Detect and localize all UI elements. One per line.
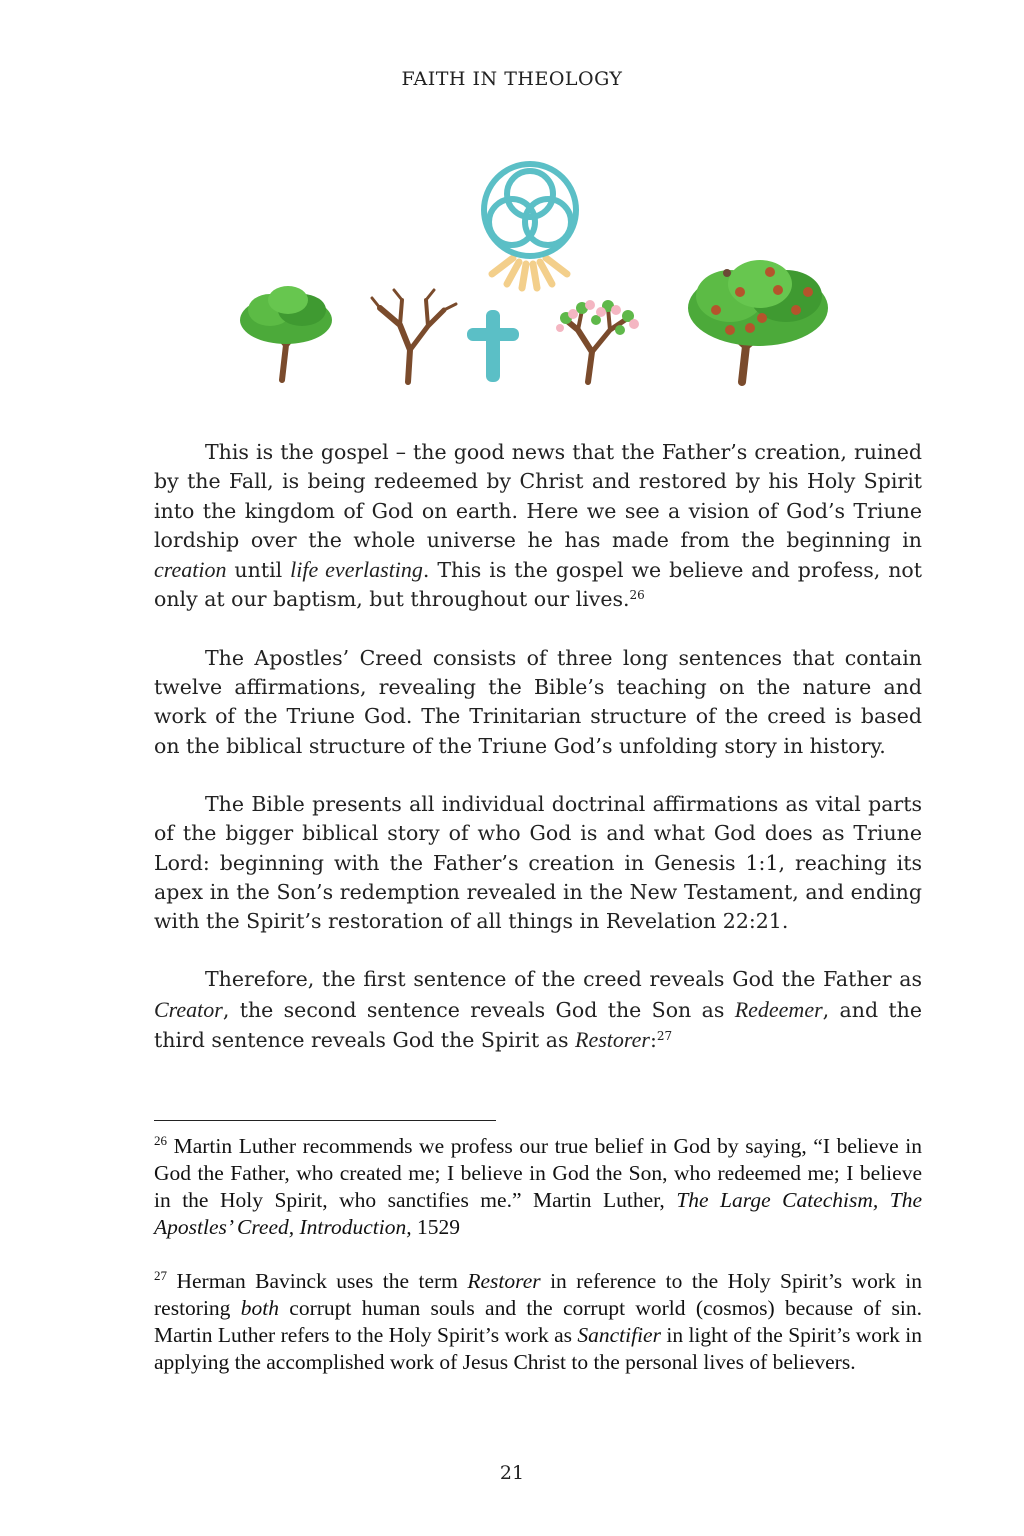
footnote-27 — [154, 1268, 922, 1376]
footnote-26 — [154, 1133, 922, 1241]
italic-term: both — [240, 1296, 279, 1320]
text-run: Therefore, the first sentence of the creed reveals God the Father as — [205, 967, 922, 992]
page-number: 21 — [499, 1462, 525, 1484]
footnote-ref[interactable]: 26 — [629, 588, 645, 603]
italic-term: life everlasting — [290, 557, 423, 583]
italic-term: Creator — [154, 996, 223, 1022]
paragraph-creed: The Apostles’ Creed consists of three long sentences that contain twelve affirmations, revealing the Bible’s teaching on the nature and work of the Triune God. The Trinitarian structure of the creed is based on the biblical structure of the Triune God’s unfolding story in history. — [154, 645, 922, 758]
fruit-tree-icon — [688, 260, 828, 382]
italic-term: Restorer — [467, 1269, 541, 1293]
text-run: , the second sentence reveals God the Son as — [222, 997, 735, 1022]
paragraph-bible: The Bible presents all individual doctrinal affirmations as vital parts of the bigger biblical story of who God is and what God does as Triune Lord: beginning with the Father’s creation in Genesis 1:1, reaching its apex in the Son’s redemption revealed in the New Testament, and ending with the Spirit’s restoration of all things in Revelation 22:21. — [154, 791, 922, 934]
text-run: Martin Luther recommends we profess our true belief in God by saying, “I believe in God the Father, who created me; I believe in God the Son, who redeemed me; I believe in the Holy Spirit, who sanctifies me.” Martin Luther, — [154, 1134, 922, 1212]
italic-term: creation — [154, 557, 227, 583]
text-run: corrupt human souls and the corrupt world (cosmos) because of sin. Martin Luther refers to the Holy Spirit’s work as — [154, 1296, 922, 1347]
cited-work: The Large Catechism, The Apostles’ Creed, Introduction, — [154, 1188, 922, 1239]
cross-icon — [467, 310, 519, 382]
footnotes — [154, 1133, 922, 1403]
text-run: in reference to the Holy Spirit’s work in restoring — [154, 1269, 922, 1320]
footnote-ref[interactable]: 27 — [656, 1029, 673, 1044]
text-run: until — [226, 558, 291, 583]
healthy-tree-icon — [240, 286, 332, 380]
italic-term: Restorer — [575, 1027, 650, 1053]
barren-tree-icon — [372, 290, 456, 382]
text-run: : — [649, 1028, 657, 1053]
trinity-knot-icon — [484, 164, 576, 288]
text-run: 1529 — [411, 1215, 460, 1239]
running-head: FAITH IN THEOLOGY — [401, 68, 623, 90]
footnote-number: 27 — [154, 1268, 167, 1283]
text-run: Herman Bavinck uses the term — [167, 1269, 468, 1293]
text-run: This is the gospel – the good news that the Father’s creation, ruined by the Fall, is being redeemed by Christ and restored by his Holy Spirit into the kingdom of God on earth. Here we see a vision of God’s Triune lordship over the whole universe he has made from the beginning in — [154, 440, 922, 552]
footnote-number: 26 — [154, 1133, 167, 1148]
text-run: in light of the Spirit’s work in applying the accomplished work of Jesus Christ to the personal lives of believers. — [154, 1323, 922, 1374]
blossoming-tree-icon — [556, 300, 639, 382]
paragraph-therefore — [154, 965, 922, 1055]
italic-term: Sanctifier — [577, 1323, 661, 1347]
text-run: , and the third sentence reveals God the Spirit as — [154, 997, 923, 1053]
italic-term: Redeemer — [734, 996, 823, 1022]
footnote-divider — [154, 1120, 496, 1121]
text-run: . This is the gospel we believe and profess, not only at our baptism, but throughout our lives. — [154, 558, 923, 612]
gospel-illustration — [230, 160, 840, 390]
paragraph-gospel — [154, 438, 922, 615]
body-text — [154, 438, 922, 1084]
